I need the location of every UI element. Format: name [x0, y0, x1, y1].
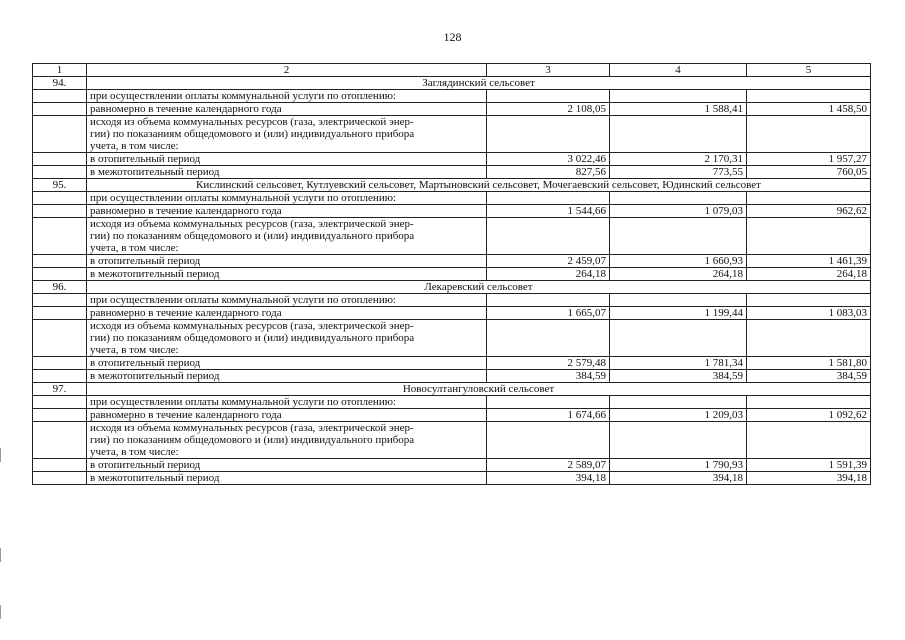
section-row: [33, 179, 871, 192]
number-cell: [33, 307, 87, 320]
number-cell: [33, 320, 87, 357]
row-label: равномерно в течение календарного года: [87, 307, 487, 320]
value-cell: [487, 294, 610, 307]
value-cell: 1 781,34: [610, 357, 747, 370]
value-cell: [610, 320, 747, 357]
table-row: [33, 192, 871, 205]
row-label: равномерно в течение календарного года: [87, 103, 487, 116]
table-row: [33, 218, 871, 255]
value-cell: 1 790,93: [610, 459, 747, 472]
value-cell: 2 579,48: [487, 357, 610, 370]
section-title: Новосултангуловский сельсовет: [87, 383, 871, 396]
row-label: равномерно в течение календарного года: [87, 205, 487, 218]
value-cell: [610, 192, 747, 205]
value-cell: [487, 396, 610, 409]
row-label: при осуществлении оплаты коммунальной услуги по отоплению:: [87, 90, 487, 103]
section-number: 94.: [33, 77, 87, 90]
number-cell: [33, 90, 87, 103]
row-label: исходя из объема коммунальных ресурсов (газа, электрической энер- гии) по показаниям общедомового и (или) индивидуального прибора учета, в том числе:: [87, 116, 487, 153]
margin-mark: [0, 548, 1, 562]
table-row: [33, 320, 871, 357]
value-cell: 1 591,39: [747, 459, 871, 472]
section-row: [33, 383, 871, 396]
value-cell: 264,18: [610, 268, 747, 281]
value-cell: 264,18: [747, 268, 871, 281]
value-cell: 1 544,66: [487, 205, 610, 218]
table-row: [33, 370, 871, 383]
value-cell: [747, 90, 871, 103]
value-cell: [487, 90, 610, 103]
table-row: [33, 357, 871, 370]
value-cell: 962,62: [747, 205, 871, 218]
row-label: в отопительный период: [87, 153, 487, 166]
row-label: при осуществлении оплаты коммунальной услуги по отоплению:: [87, 192, 487, 205]
value-cell: [610, 116, 747, 153]
table-row: [33, 409, 871, 422]
value-cell: [747, 320, 871, 357]
table-row: [33, 472, 871, 485]
value-cell: 394,18: [747, 472, 871, 485]
value-cell: [487, 320, 610, 357]
table-row: [33, 90, 871, 103]
value-cell: 2 589,07: [487, 459, 610, 472]
value-cell: 1 461,39: [747, 255, 871, 268]
value-cell: 760,05: [747, 166, 871, 179]
row-label: в межотопительный период: [87, 472, 487, 485]
value-cell: [487, 192, 610, 205]
value-cell: [747, 396, 871, 409]
table-row: [33, 307, 871, 320]
value-cell: 1 209,03: [610, 409, 747, 422]
row-label: исходя из объема коммунальных ресурсов (газа, электрической энер- гии) по показаниям общедомового и (или) индивидуального прибора учета, в том числе:: [87, 422, 487, 459]
header-col-5: 5: [747, 64, 871, 77]
row-label: в отопительный период: [87, 357, 487, 370]
section-row: [33, 281, 871, 294]
value-cell: 384,59: [610, 370, 747, 383]
page-number: 128: [443, 30, 462, 44]
table-row: [33, 268, 871, 281]
table-row: [33, 459, 871, 472]
header-col-2: 2: [87, 64, 487, 77]
value-cell: [487, 218, 610, 255]
row-label: в межотопительный период: [87, 166, 487, 179]
value-cell: 2 108,05: [487, 103, 610, 116]
value-cell: 1 581,80: [747, 357, 871, 370]
row-label: при осуществлении оплаты коммунальной услуги по отоплению:: [87, 294, 487, 307]
value-cell: 1 083,03: [747, 307, 871, 320]
table-row: [33, 153, 871, 166]
value-cell: [747, 422, 871, 459]
header-col-1: 1: [33, 64, 87, 77]
number-cell: [33, 370, 87, 383]
value-cell: 1 079,03: [610, 205, 747, 218]
header-col-3: 3: [487, 64, 610, 77]
row-label: в межотопительный период: [87, 268, 487, 281]
section-number: 96.: [33, 281, 87, 294]
value-cell: 264,18: [487, 268, 610, 281]
row-label: в отопительный период: [87, 459, 487, 472]
value-cell: 773,55: [610, 166, 747, 179]
tariff-table: [32, 63, 871, 485]
row-label: в отопительный период: [87, 255, 487, 268]
value-cell: 1 458,50: [747, 103, 871, 116]
table-row: [33, 103, 871, 116]
value-cell: 1 665,07: [487, 307, 610, 320]
number-cell: [33, 422, 87, 459]
value-cell: 394,18: [610, 472, 747, 485]
value-cell: [610, 218, 747, 255]
margin-mark: [0, 448, 1, 462]
value-cell: 2 170,31: [610, 153, 747, 166]
value-cell: [747, 116, 871, 153]
value-cell: [487, 422, 610, 459]
section-title: Заглядинский сельсовет: [87, 77, 871, 90]
number-cell: [33, 205, 87, 218]
value-cell: [610, 422, 747, 459]
table-row: [33, 422, 871, 459]
row-label: исходя из объема коммунальных ресурсов (газа, электрической энер- гии) по показаниям общедомового и (или) индивидуального прибора учета, в том числе:: [87, 320, 487, 357]
section-title: Кислинский сельсовет, Кутлуевский сельсовет, Мартыновский сельсовет, Мочегаевский сельсовет, Юдинский сельсовет: [87, 179, 871, 192]
number-cell: [33, 166, 87, 179]
number-cell: [33, 116, 87, 153]
value-cell: 384,59: [487, 370, 610, 383]
number-cell: [33, 103, 87, 116]
header-row: [33, 64, 871, 77]
value-cell: [487, 116, 610, 153]
row-label: исходя из объема коммунальных ресурсов (газа, электрической энер- гии) по показаниям общедомового и (или) индивидуального прибора учета, в том числе:: [87, 218, 487, 255]
section-number: 97.: [33, 383, 87, 396]
number-cell: [33, 472, 87, 485]
table-row: [33, 166, 871, 179]
number-cell: [33, 192, 87, 205]
number-cell: [33, 409, 87, 422]
number-cell: [33, 459, 87, 472]
row-label: при осуществлении оплаты коммунальной услуги по отоплению:: [87, 396, 487, 409]
table-row: [33, 205, 871, 218]
value-cell: [747, 218, 871, 255]
number-cell: [33, 396, 87, 409]
section-number: 95.: [33, 179, 87, 192]
header-col-4: 4: [610, 64, 747, 77]
table-body: [33, 64, 871, 485]
table-row: [33, 396, 871, 409]
value-cell: 1 674,66: [487, 409, 610, 422]
number-cell: [33, 357, 87, 370]
value-cell: [747, 192, 871, 205]
number-cell: [33, 153, 87, 166]
value-cell: 827,56: [487, 166, 610, 179]
value-cell: 394,18: [487, 472, 610, 485]
value-cell: 384,59: [747, 370, 871, 383]
number-cell: [33, 268, 87, 281]
table-row: [33, 116, 871, 153]
value-cell: 1 588,41: [610, 103, 747, 116]
number-cell: [33, 255, 87, 268]
value-cell: [610, 294, 747, 307]
value-cell: 1 660,93: [610, 255, 747, 268]
section-title: Лекаревский сельсовет: [87, 281, 871, 294]
value-cell: [747, 294, 871, 307]
number-cell: [33, 218, 87, 255]
value-cell: [610, 90, 747, 103]
row-label: в межотопительный период: [87, 370, 487, 383]
value-cell: [610, 396, 747, 409]
value-cell: 1 092,62: [747, 409, 871, 422]
value-cell: 3 022,46: [487, 153, 610, 166]
section-row: [33, 77, 871, 90]
margin-mark: [0, 605, 1, 619]
table-row: [33, 294, 871, 307]
value-cell: 2 459,07: [487, 255, 610, 268]
table-row: [33, 255, 871, 268]
row-label: равномерно в течение календарного года: [87, 409, 487, 422]
number-cell: [33, 294, 87, 307]
value-cell: 1 957,27: [747, 153, 871, 166]
value-cell: 1 199,44: [610, 307, 747, 320]
